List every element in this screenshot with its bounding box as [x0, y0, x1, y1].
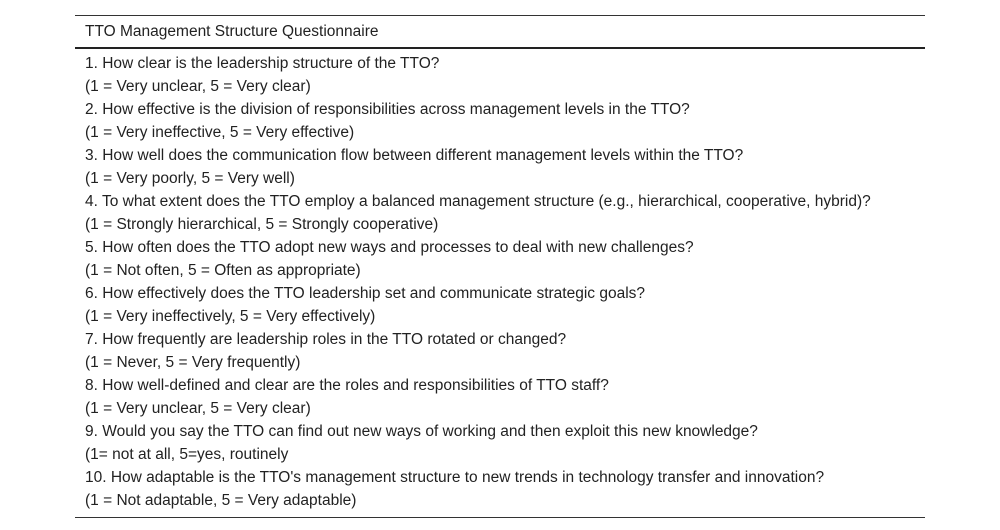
question-text: 1. How clear is the leadership structure of the TTO? [85, 55, 440, 72]
question-text: 2. How effective is the division of responsibilities across management levels in the TTO? [85, 101, 690, 118]
question-item [85, 328, 925, 374]
question-scale: (1 = Never, 5 = Very frequently) [85, 354, 301, 371]
question-item [85, 236, 925, 282]
question-item [85, 420, 925, 466]
question-scale: (1 = Very poorly, 5 = Very well) [85, 170, 295, 187]
table-bottom-rule [75, 517, 925, 518]
question-item [85, 52, 925, 98]
question-text: 5. How often does the TTO adopt new ways and processes to deal with new challenges? [85, 239, 694, 256]
question-item [85, 374, 925, 420]
question-scale: (1 = Very unclear, 5 = Very clear) [85, 78, 311, 95]
questionnaire-table [75, 15, 925, 518]
table-body [75, 49, 925, 517]
question-scale: (1 = Very ineffectively, 5 = Very effectively) [85, 308, 376, 325]
question-scale: (1 = Very unclear, 5 = Very clear) [85, 400, 311, 417]
question-item [85, 466, 925, 512]
question-text: 8. How well-defined and clear are the roles and responsibilities of TTO staff? [85, 377, 609, 394]
question-scale: (1 = Not adaptable, 5 = Very adaptable) [85, 492, 357, 509]
question-scale: (1 = Strongly hierarchical, 5 = Strongly cooperative) [85, 216, 439, 233]
question-scale: (1 = Very ineffective, 5 = Very effective) [85, 124, 355, 141]
question-item [85, 144, 925, 190]
question-text: 9. Would you say the TTO can find out new ways of working and then exploit this new knowledge? [85, 423, 758, 440]
question-text: 7. How frequently are leadership roles in the TTO rotated or changed? [85, 331, 567, 348]
question-text: 3. How well does the communication flow between different management levels within the TTO? [85, 147, 744, 164]
question-text: 4. To what extent does the TTO employ a balanced management structure (e.g., hierarchical, cooperative, hybrid)? [85, 193, 871, 210]
question-item [85, 190, 925, 236]
question-item [85, 282, 925, 328]
question-item [85, 98, 925, 144]
question-scale: (1 = Not often, 5 = Often as appropriate) [85, 262, 361, 279]
table-header: TTO Management Structure Questionnaire [75, 16, 925, 49]
question-scale: (1= not at all, 5=yes, routinely [85, 446, 289, 463]
question-text: 6. How effectively does the TTO leadership set and communicate strategic goals? [85, 285, 646, 302]
question-text: 10. How adaptable is the TTO's management structure to new trends in technology transfer and innovation? [85, 469, 825, 486]
